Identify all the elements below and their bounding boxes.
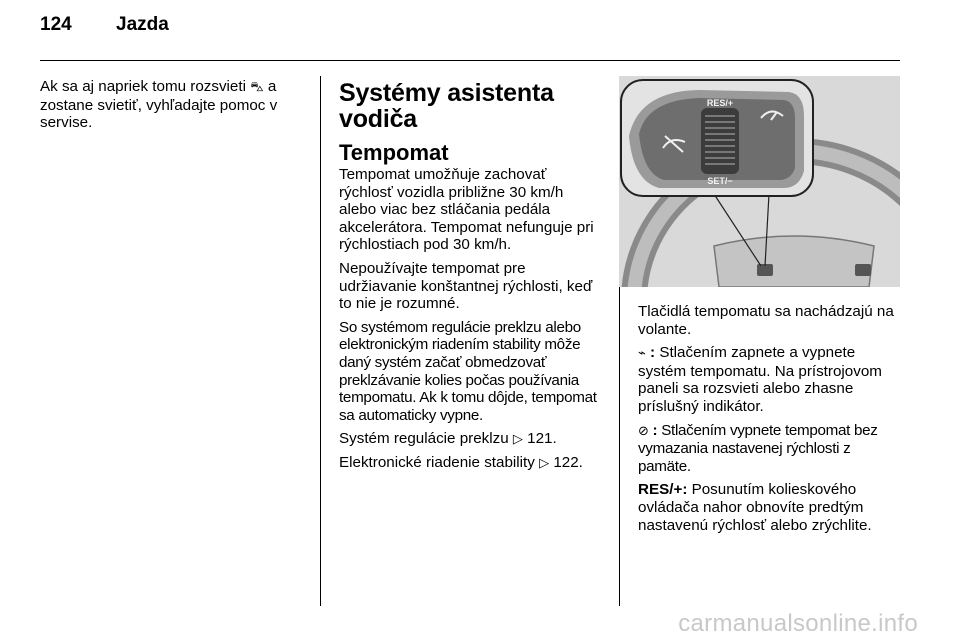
paragraph-1: Tempomat umožňuje zachovať rýchlosť vozidla približne 30 km/h alebo viac bez stláčania pedála akcelerátora. Tempomat nefunguje pri rýchlostiach pod 30 km/h. — [339, 166, 594, 254]
reference-1-link[interactable]: 121. — [527, 430, 557, 448]
page-number: 124 — [40, 14, 72, 35]
paragraph-3: So systémom regulácie preklzu alebo elektronickým riadením stability môže daný systém začať obmedzovať preklzávanie kolies počas používania tempomatu. Ak k tomu dôjde, tempomat sa automaticky vypne. — [339, 318, 597, 424]
reference-2-link[interactable]: 122. — [553, 453, 583, 471]
res-plus-label: RES/+ — [706, 98, 734, 108]
steering-wheel-illustration — [619, 76, 900, 287]
chapter-heading: Systémy asistenta vodiča — [339, 79, 554, 133]
set-minus-label: SET/− — [707, 176, 733, 186]
cross-reference-arrow-icon: ▷ — [512, 431, 523, 447]
header-rule — [40, 60, 900, 61]
cruise-on-icon: ⌁ — [638, 346, 646, 362]
section-heading: Tempomat — [339, 140, 449, 165]
figure-caption: Tlačidlá tempomatu sa nachádzajú na volante. — [638, 303, 894, 338]
column-3 — [638, 303, 900, 540]
service-note: Ak sa aj napriek tomu rozsvieti ⛍ a zostane svietiť, vyhľadajte pomoc v servise. — [40, 78, 278, 132]
section-title: Jazda — [116, 14, 169, 35]
paragraph-2: Nepoužívajte tempomat pre udržiavanie konštantnej rýchlosti, keď to nie je rozumné. — [339, 259, 593, 313]
column-divider-1 — [320, 76, 321, 606]
watermark: carmanualsonline.info — [678, 610, 918, 637]
cross-reference-arrow-icon: ▷ — [539, 454, 550, 470]
steering-wheel-figure — [619, 76, 900, 287]
item-cruise-cancel: ⊘ : Stlačením vypnete tempomat bez vymazania nastavenej rýchlosti z pamäte. — [638, 421, 878, 475]
warning-lamp-icon: ⛍ — [250, 80, 264, 95]
cruise-cancel-icon: ⊘ — [638, 423, 649, 439]
reference-1: Systém regulácie preklzu ▷ 121. — [339, 430, 557, 448]
column-1 — [40, 78, 302, 138]
column-2 — [339, 80, 604, 478]
page-header — [40, 14, 169, 36]
item-res-plus: RES/+: Posunutím kolieskového ovládača nahor obnovíte predtým nastavenú rýchlosť alebo zrýchlite. — [638, 481, 872, 534]
item-cruise-on: ⌁ : Stlačením zapnete a vypnete systém tempomatu. Na prístrojovom paneli sa rozsvieti alebo zhasne príslušný indikátor. — [638, 344, 882, 415]
reference-2: Elektronické riadenie stability ▷ 122. — [339, 453, 583, 471]
